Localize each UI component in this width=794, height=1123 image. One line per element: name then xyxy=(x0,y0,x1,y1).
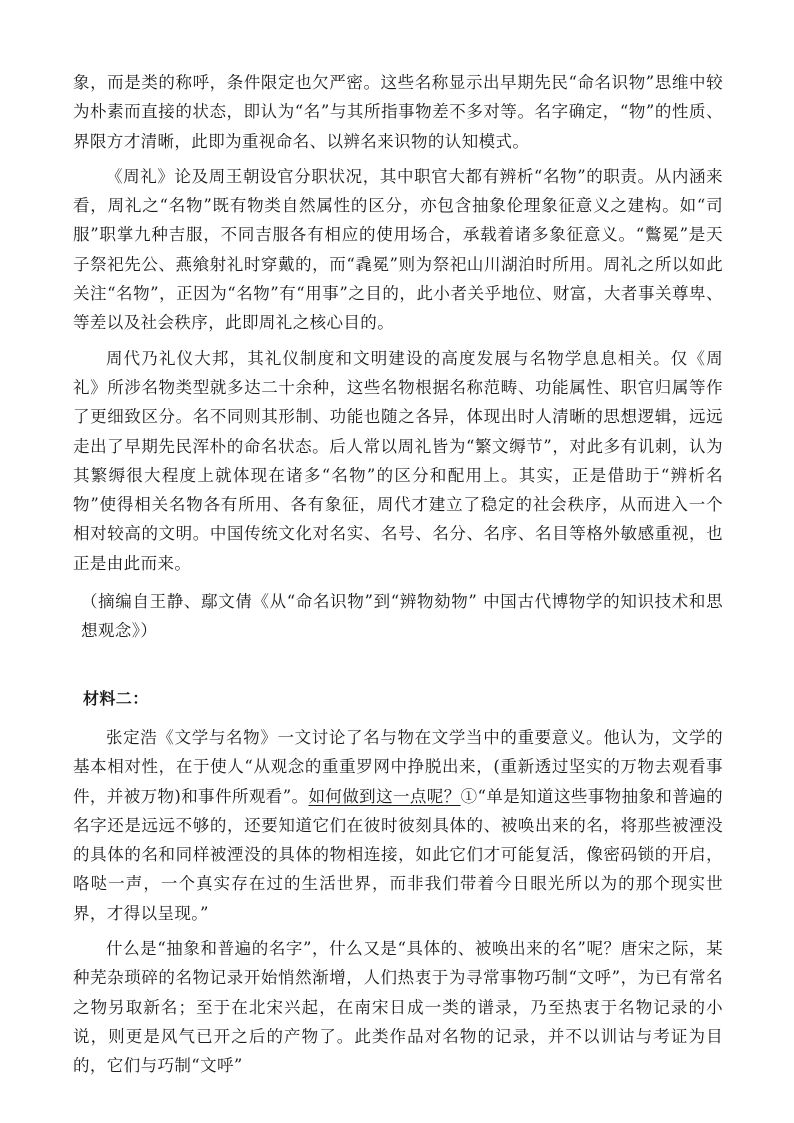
material2-paragraph-1-quote: ①“单是知道这些事物抽象和普遍的名字还是远远不够的，还要知道它们在彼时彼刻具体的、被唤出来的名，将那些被湮没的具体的名和同样被湮没的具体的物相连接，如此它们才可能复活，像密码锁的开启，咯哒一声，一个真实存在过的生活世界，而非我们带着今日眼光所以为的那个现实世界，才得以呈现。” xyxy=(73,786,723,923)
material1-paragraph-1: 象，而是类的称呼，条件限定也欠严密。这些名称显示出早期先民“命名识物”思维中较为朴素而直接的状态，即认为“名”与其所指事物差不多对等。名字确定，“物”的性质、界限方才清晰，此即为重视命名、以辨名来识物的认知模式。 xyxy=(73,73,723,151)
material2-heading: 材料二： xyxy=(83,688,149,708)
material1-paragraph-3: 周代乃礼仪大邦，其礼仪制度和文明建设的高度发展与名物学息息相关。仅《周礼》所涉名物类型就多达二十余种，这些名物根据名称范畴、功能属性、职官归属等作了更细致区分。名不同则其形制、功能也随之各异，体现出时人清晰的思想逻辑，远远走出了早期先民浑朴的命名状态。后人常以周礼皆为“繁文缛节”，对此多有讥刺，认为其繁缛很大程度上就体现在诸多“名物”的区分和配用上。其实，正是借助于“辨析名物”使得相关名物各有所用、各有象征，周代才建立了稳定的社会秩序，从而进入一个相对较高的文明。中国传统文化对名实、名号、名分、名序、名目等格外敏感重视，也正是由此而来。 xyxy=(73,348,723,573)
material2-paragraph-2: 什么是“抽象和普遍的名字”，什么又是“具体的、被唤出来的名”呢？唐宋之际，某种芜杂琐碎的名物记录开始悄然渐增，人们热衷于为寻常事物巧制“文呼”，为已有常名之物另取新名；至于在北宋兴起，在南宋日成一类的谱录，乃至热衷于名物记录的小说，则更是风气已开之后的产物了。此类作品对名物的记录，并不以训诂与考证为目的，它们与巧制“文呼” xyxy=(73,939,723,1076)
material1-citation: （摘编自王静、鄢文倩《从“命名识物”到“辨物劾物” 中国古代博物学的知识技术和思想观念》） xyxy=(81,592,723,641)
document-page xyxy=(73,68,723,1081)
material2-paragraph-1 xyxy=(73,723,723,928)
material1-paragraph-2: 《周礼》论及周王朝设官分职状况，其中职官大都有辨析“名物”的职责。从内涵来看，周礼之“名物”既有物类自然属性的区分，亦包含抽象伦理象征意义之建构。如“司服”职掌九种吉服，不同吉服各有相应的使用场合，承载着诸多象征意义。“鷩冕”是天子祭祀先公、燕飨射礼时穿戴的，而“毳冕”则为祭祀山川湖泊时所用。周礼之所以如此关注“名物”，正因为“名物”有“用事”之目的，此小者关乎地位、财富，大者事关尊卑、等差以及社会秩序，此即周礼之核心目的。 xyxy=(73,166,723,333)
material2-paragraph-1-start: 张定浩《文学与名物》一文讨论了名与物在文学当中的重要意义。他认为，文学的基本相对性，在于使人“从观念的重重罗网中挣脱出来，(重新透过坚实的万物去观看事件，并被万物)和事件所观看”。 xyxy=(73,727,723,806)
underlined-question: 如何做到这一点呢？ xyxy=(308,786,461,806)
